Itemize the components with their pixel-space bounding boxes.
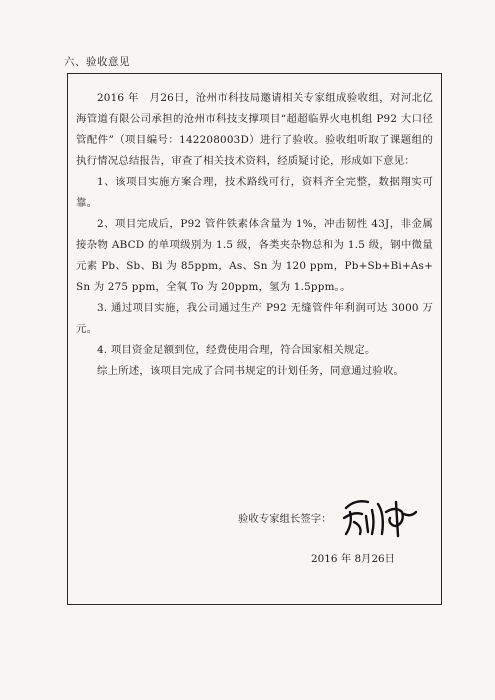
paragraph-item-3: 3. 通过项目实施，我公司通过生产 P92 无缝管件年利润可达 3000 万元。 bbox=[76, 302, 433, 335]
paragraph-item-4: 4. 项目资金足额到位，经费使用合理，符合国家相关规定。 bbox=[97, 344, 376, 356]
paragraph-item-1: 1、该项目实施方案合理，技术路线可行，资料齐全完整，数据翔实可靠。 bbox=[76, 176, 433, 209]
paragraph-intro: 2016 年 月26日，沧州市科技局邀请相关专家组成验收组，对河北亿海管道有限公司承担的沧州市科技支撑项目“超超临界火电机组 P92 大口径管配件”（项目编号：142208003D）进行了验收。验收组听取了课题组的执行情况总结报告，审查了相关技术资料，经质疑讨论，形成如下意见： bbox=[76, 92, 433, 167]
paragraph-conclusion: 综上所述，该项目完成了合同书规定的计划任务，同意通过验收。 bbox=[97, 365, 405, 377]
opinion-content bbox=[76, 88, 433, 382]
signature-row bbox=[238, 494, 420, 541]
signature-date: 2016 年 8月26日 bbox=[311, 553, 396, 565]
handwritten-signature bbox=[342, 494, 420, 541]
paragraph-item-2: 2、项目完成后，P92 管件铁素体含量为 1%，冲击韧性 43J，非金属接杂物 ABCD 的单项级别为 1.5 级，各类夹杂物总和为 1.5 级，钢中微量元素 Pb、Sb、Bi 为 85ppm，As、Sn 为 120 ppm，Pb+Sb+Bi+As+Sn 为 275 ppm，全氧 To 为 20ppm，氢为 1.5ppm。。 bbox=[76, 218, 433, 293]
signature-label: 验收专家组长签字： bbox=[238, 513, 332, 525]
section-heading: 六、验收意见 bbox=[64, 56, 130, 68]
acceptance-opinion-box bbox=[67, 73, 442, 605]
